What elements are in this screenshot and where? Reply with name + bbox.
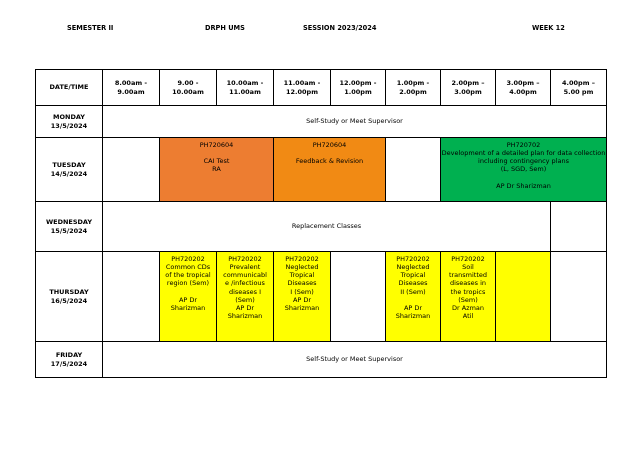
day-label: WEDNESDAY 15/5/2024 [36,202,103,252]
empty-cell [551,252,607,342]
empty-yellow-cell [496,252,551,342]
monday-activity: Self-Study or Meet Supervisor [103,106,607,138]
wednesday-activity: Replacement Classes [103,202,551,252]
empty-cell [103,138,160,202]
thursday-row [36,252,607,342]
datetime-header: DATE/TIME [36,70,103,106]
timetable [35,69,607,378]
class-prevalent-diseases: PH720202 Prevalent communicabl e /infectious diseases I (Sem) AP Dr Sharizman [217,252,274,342]
class-ntd-2: PH720202 Neglected Tropical Diseases II (Sem) AP Dr Sharizman [386,252,441,342]
slot-header: 4.00pm – 5.00 pm [551,70,607,106]
week-label: WEEK 12 [532,24,565,32]
slot-header: 2.00pm – 3.00pm [441,70,496,106]
program-label: DRPH UMS [205,24,245,32]
slot-header: 11.00am - 12.00pm [274,70,331,106]
monday-row [36,106,607,138]
slot-header: 3.00pm – 4.00pm [496,70,551,106]
class-block-feedback: PH720604 Feedback & Revision [274,138,386,202]
semester-label: SEMESTER II [67,24,114,32]
day-label: MONDAY 13/5/2024 [36,106,103,138]
class-soil-transmitted: PH720202 Soil transmitted diseases in the tropics (Sem) Dr Azman Atil [441,252,496,342]
class-common-cds: PH720202 Common CDs of the tropical region (Sem) AP Dr Sharizman [160,252,217,342]
class-block-cai-test: PH720604 CAI Test RA [160,138,274,202]
class-ntd-1: PH720202 Neglected Tropical Diseases I (Sem) AP Dr Sharizman [274,252,331,342]
session-label: SESSION 2023/2024 [303,24,377,32]
friday-activity: Self-Study or Meet Supervisor [103,342,607,378]
slot-header: 1.00pm - 2.00pm [386,70,441,106]
empty-cell [331,252,386,342]
empty-cell [386,138,441,202]
schedule-header [0,24,638,38]
slot-header: 9.00 - 10.00am [160,70,217,106]
tuesday-row [36,138,607,202]
friday-row [36,342,607,378]
header-row [36,70,607,106]
empty-cell [103,252,160,342]
slot-header: 8.00am - 9.00am [103,70,160,106]
day-label: THURSDAY 16/5/2024 [36,252,103,342]
day-label: FRIDAY 17/5/2024 [36,342,103,378]
day-label: TUESDAY 14/5/2024 [36,138,103,202]
empty-cell [551,202,607,252]
class-block-data-plan: PH720702 Development of a detailed plan for data collection including contingency plans (L, SGD, Sem) AP Dr Sharizman [441,138,607,202]
slot-header: 10.00am - 11.00am [217,70,274,106]
wednesday-row [36,202,607,252]
slot-header: 12.00pm - 1.00pm [331,70,386,106]
